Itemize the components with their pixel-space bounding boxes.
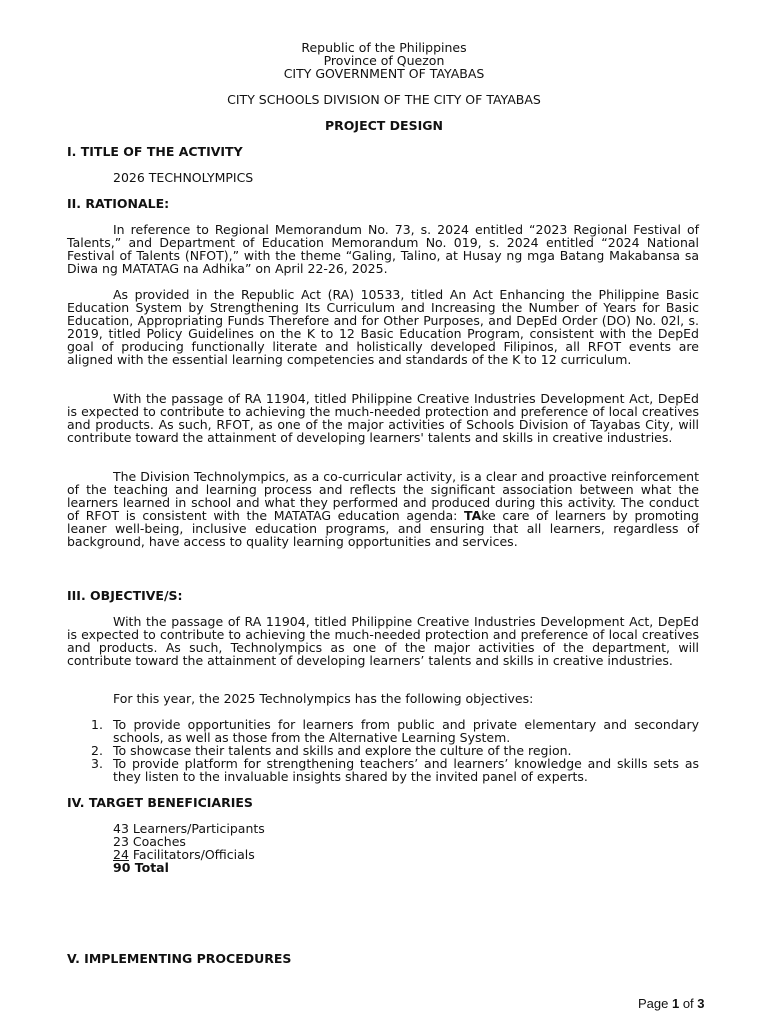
page-word: Page (638, 996, 672, 1011)
section-2-heading: II. RATIONALE: (67, 196, 170, 211)
rationale-paragraph-4-end: ke care of learners by promoting leaner well-being, inclusive education programs, and ensuring that all learners, regardless of background, have access to quality learning opportunities and services. (67, 508, 699, 549)
rationale-paragraph-3: With the passage of RA 11904, titled Philippine Creative Industries Development Act, DepEd is expected to contribute to achieving the much-needed protection and preference of local creatives and products. As such, RFOT, as one of the major activities of Schools Division of Tayabas City, will contribute toward the attainment of developing learners' talents and skills in creative industries. (67, 391, 699, 445)
facilitators-label: Facilitators/Officials (128, 847, 255, 862)
header-province: Province of Quezon (323, 53, 445, 68)
beneficiary-coaches: 23 Coaches (113, 834, 186, 849)
objective-number: 1. (91, 717, 103, 732)
rationale-paragraph-4-start: The Division Technolympics, as a co-curricular activity, is a clear and proactive reinforcement of the teaching and learning process and reflects the significant association between what the learners learned in school and what they performed and produced during this activity. The conduct of RFOT is consistent with the MATATAG education agenda: (67, 469, 699, 523)
section-5-heading: V. IMPLEMENTING PROCEDURES (67, 951, 292, 966)
objective-text: To showcase their talents and skills and explore the culture of the region. (113, 743, 572, 758)
facilitators-count: 24 (113, 847, 129, 862)
objective-number: 2. (91, 743, 103, 758)
section-3-heading: III. OBJECTIVE/S: (67, 588, 183, 603)
total-pages: 3 (697, 996, 705, 1011)
header-division: CITY SCHOOLS DIVISION OF THE CITY OF TAYABAS (227, 92, 541, 107)
objective-text: To provide platform for strengthening teachers’ and learners’ knowledge and skills sets as they listen to the invaluable insights shared by the invited panel of experts. (113, 756, 699, 784)
objective-item (67, 757, 699, 783)
matatag-emphasis: TA (464, 508, 482, 523)
rationale-paragraph-4 (67, 470, 699, 548)
activity-title: 2026 TECHNOLYMPICS (113, 170, 254, 185)
objective-text: To provide opportunities for learners from public and private elementary and secondary schools, as well as those from the Alternative Learning System. (113, 717, 699, 745)
objective-item (67, 718, 699, 744)
page-number-footer (638, 996, 705, 1011)
rationale-paragraph-1: In reference to Regional Memorandum No. 73, s. 2024 entitled “2023 Regional Festival of Talents,” and Department of Education Memorandum No. 019, s. 2024 entitled “2024 National Festival of Talents (NFOT),” with the theme “Galing, Talino, at Husay ng mga Batang Makabansa sa Diwa ng MATATAG na Adhika” on April 22-26, 2025. (67, 222, 699, 276)
header-republic: Republic of the Philippines (301, 40, 467, 55)
objective-number: 3. (91, 756, 103, 771)
beneficiary-total: 90 Total (113, 860, 169, 875)
objectives-paragraph-1: With the passage of RA 11904, titled Philippine Creative Industries Development Act, DepEd is expected to contribute to achieving the much-needed protection and preference of local creatives and products. As such, Technolympics as one of the major activities of the department, will contribute toward the attainment of developing learners’ talents and skills in creative industries. (67, 614, 699, 668)
current-page: 1 (671, 996, 680, 1011)
rationale-paragraph-2: As provided in the Republic Act (RA) 10533, titled An Act Enhancing the Philippine Basic Education System by Strengthening Its Curriculum and Increasing the Number of Years for Basic Education, Appropriating Funds Therefore and for Other Purposes, and DepEd Order (DO) No. 02l, s. 2019, titled Policy Guidelines on the K to 12 Basic Education Program, consistent with the DepEd goal of producing functionally literate and holistically developed Filipinos, all RFOT events are aligned with the essential learning competencies and standards of the K to 12 curriculum. (67, 287, 699, 367)
objectives-intro: For this year, the 2025 Technolympics has the following objectives: (113, 691, 534, 706)
section-4-heading: IV. TARGET BENEFICIARIES (67, 795, 253, 810)
section-1-heading: I. TITLE OF THE ACTIVITY (67, 144, 243, 159)
beneficiary-learners: 43 Learners/Participants (113, 821, 265, 836)
of-word: of (679, 996, 698, 1011)
document-title: PROJECT DESIGN (325, 118, 443, 133)
header-city-government: CITY GOVERNMENT OF TAYABAS (283, 66, 485, 81)
objectives-list (67, 718, 699, 783)
